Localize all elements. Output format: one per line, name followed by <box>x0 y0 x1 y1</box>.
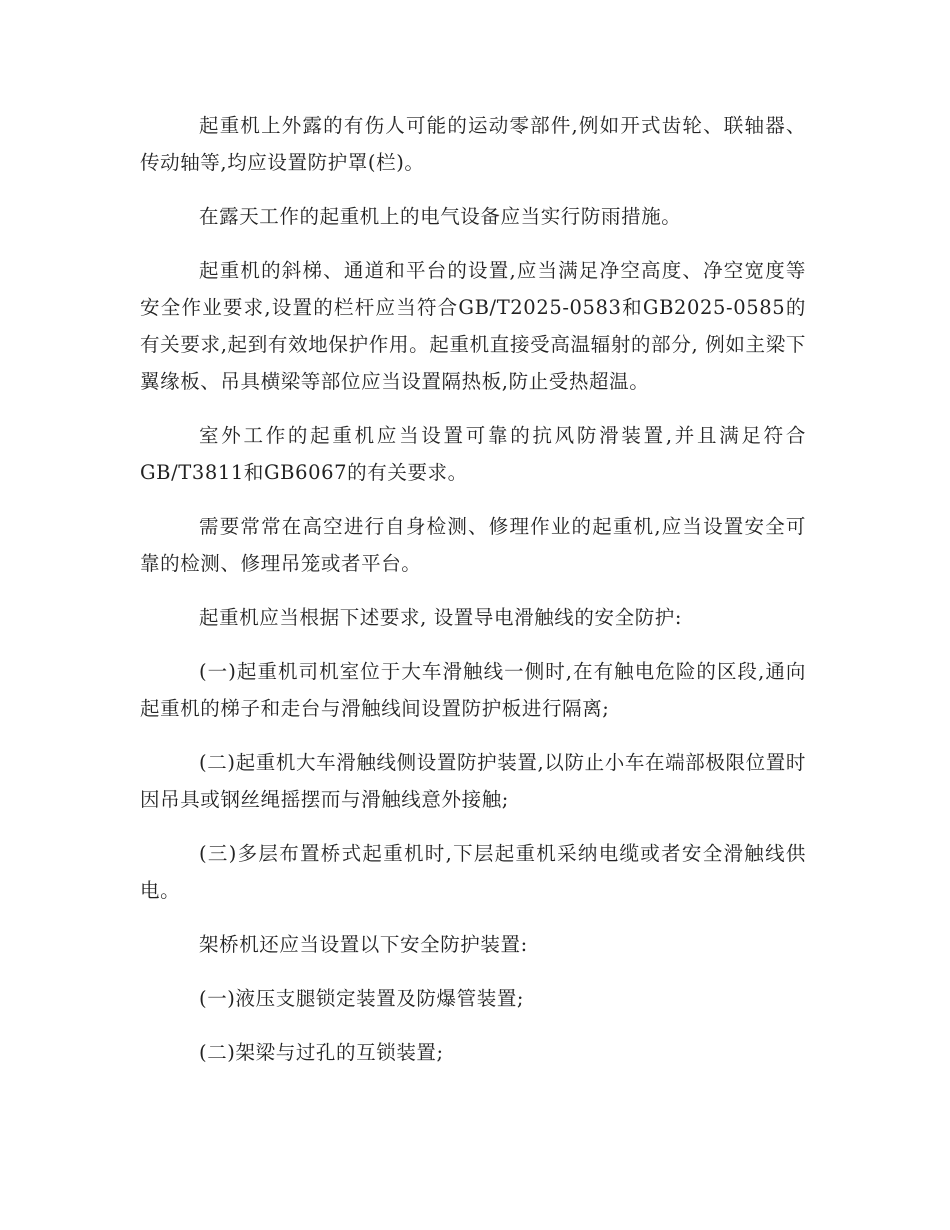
paragraph-trolley-line-intro: 起重机应当根据下述要求, 设置导电滑触线的安全防护: <box>199 606 683 629</box>
paragraph-bridge-item-2: (二)架梁与过孔的互锁装置; <box>199 1041 444 1064</box>
paragraph-rain-protection: 在露天工作的起重机上的电气设备应当实行防雨措施。 <box>199 205 682 228</box>
paragraph-wind-protection: 室外工作的起重机应当设置可靠的抗风防滑装置,并且满足符合GB/T3811和GB6067的有关要求。 <box>140 424 806 484</box>
paragraph-bridge-erector-intro: 架桥机还应当设置以下安全防护装置: <box>199 933 528 956</box>
paragraph-item-1: (一)起重机司机室位于大车滑触线一侧时,在有触电危险的区段,通向起重机的梯子和走台与滑触线间设置防护板进行隔离; <box>140 660 806 720</box>
document-page <box>140 107 806 1088</box>
paragraph-bridge-item-1: (一)液压支腿锁定装置及防爆管装置; <box>199 987 525 1010</box>
paragraph-stairs-platforms: 起重机的斜梯、通道和平台的设置,应当满足净空高度、净空宽度等安全作业要求,设置的栏杆应当符合GB/T2025-0583和GB2025-0585的有关要求,起到有效地保护作用。起重机直接受高温辐射的部分, 例如主梁下翼缘板、吊具横梁等部位应当设置隔热板,防止受热超温。 <box>140 259 806 393</box>
paragraph-maintenance-cage: 需要常常在高空进行自身检测、修理作业的起重机,应当设置安全可靠的检测、修理吊笼或者平台。 <box>140 515 806 575</box>
paragraph-item-3: (三)多层布置桥式起重机时,下层起重机采纳电缆或者安全滑触线供电。 <box>140 842 806 902</box>
paragraph-guard-cover: 起重机上外露的有伤人可能的运动零部件,例如开式齿轮、联轴器、传动轴等,均应设置防护罩(栏)。 <box>140 114 806 174</box>
paragraph-item-2: (二)起重机大车滑触线侧设置防护装置,以防止小车在端部极限位置时因吊具或钢丝绳摇摆而与滑触线意外接触; <box>140 751 806 811</box>
